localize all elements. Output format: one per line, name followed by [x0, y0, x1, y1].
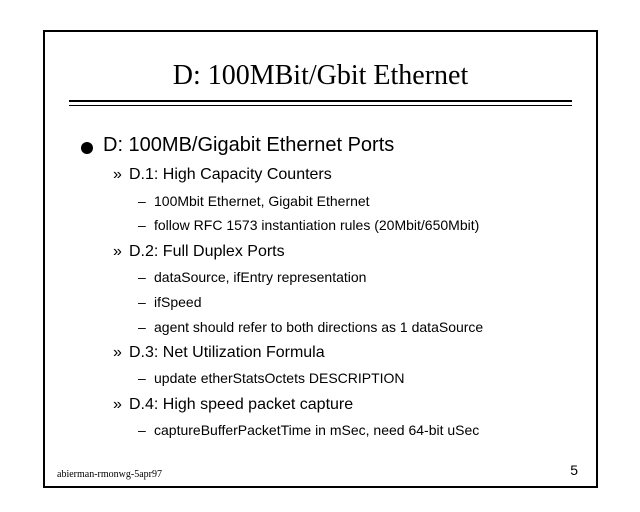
slide-frame: [43, 30, 598, 488]
section-heading: D.1: High Capacity Counters: [129, 166, 332, 183]
footer-label: abierman-rmonwg-5apr97: [57, 469, 162, 480]
section-item: 100Mbit Ethernet, Gigabit Ethernet: [154, 193, 370, 209]
section-item: captureBufferPacketTime in mSec, need 64-bit uSec: [154, 422, 480, 438]
section-heading: D.2: Full Duplex Ports: [129, 243, 285, 260]
section-item: follow RFC 1573 instantiation rules (20Mbit/650Mbit): [154, 217, 480, 233]
main-bullet-text: D: 100MB/Gigabit Ethernet Ports: [103, 134, 395, 156]
sub-marker: »: [113, 344, 122, 361]
dash-marker: –: [138, 422, 146, 438]
dash-marker: –: [138, 319, 146, 335]
section-item: update etherStatsOctets DESCRIPTION: [154, 370, 405, 386]
dash-marker: –: [138, 370, 146, 386]
slide-content: [45, 32, 596, 486]
dash-marker: –: [138, 269, 146, 285]
section-item: dataSource, ifEntry representation: [154, 269, 367, 285]
section-heading: D.3: Net Utilization Formula: [129, 344, 325, 361]
sub-marker: »: [113, 243, 122, 260]
sub-marker: »: [113, 396, 122, 413]
section-item: ifSpeed: [154, 294, 202, 310]
section-heading: D.4: High speed packet capture: [129, 396, 354, 413]
slide-title: D: 100MBit/Gbit Ethernet: [172, 60, 469, 91]
dash-marker: –: [138, 294, 146, 310]
bullet-dot-icon: [81, 142, 93, 154]
page-number: 5: [570, 462, 578, 478]
sub-marker: »: [113, 166, 122, 183]
dash-marker: –: [138, 217, 146, 233]
dash-marker: –: [138, 193, 146, 209]
section-item: agent should refer to both directions as 1 dataSource: [154, 319, 484, 335]
